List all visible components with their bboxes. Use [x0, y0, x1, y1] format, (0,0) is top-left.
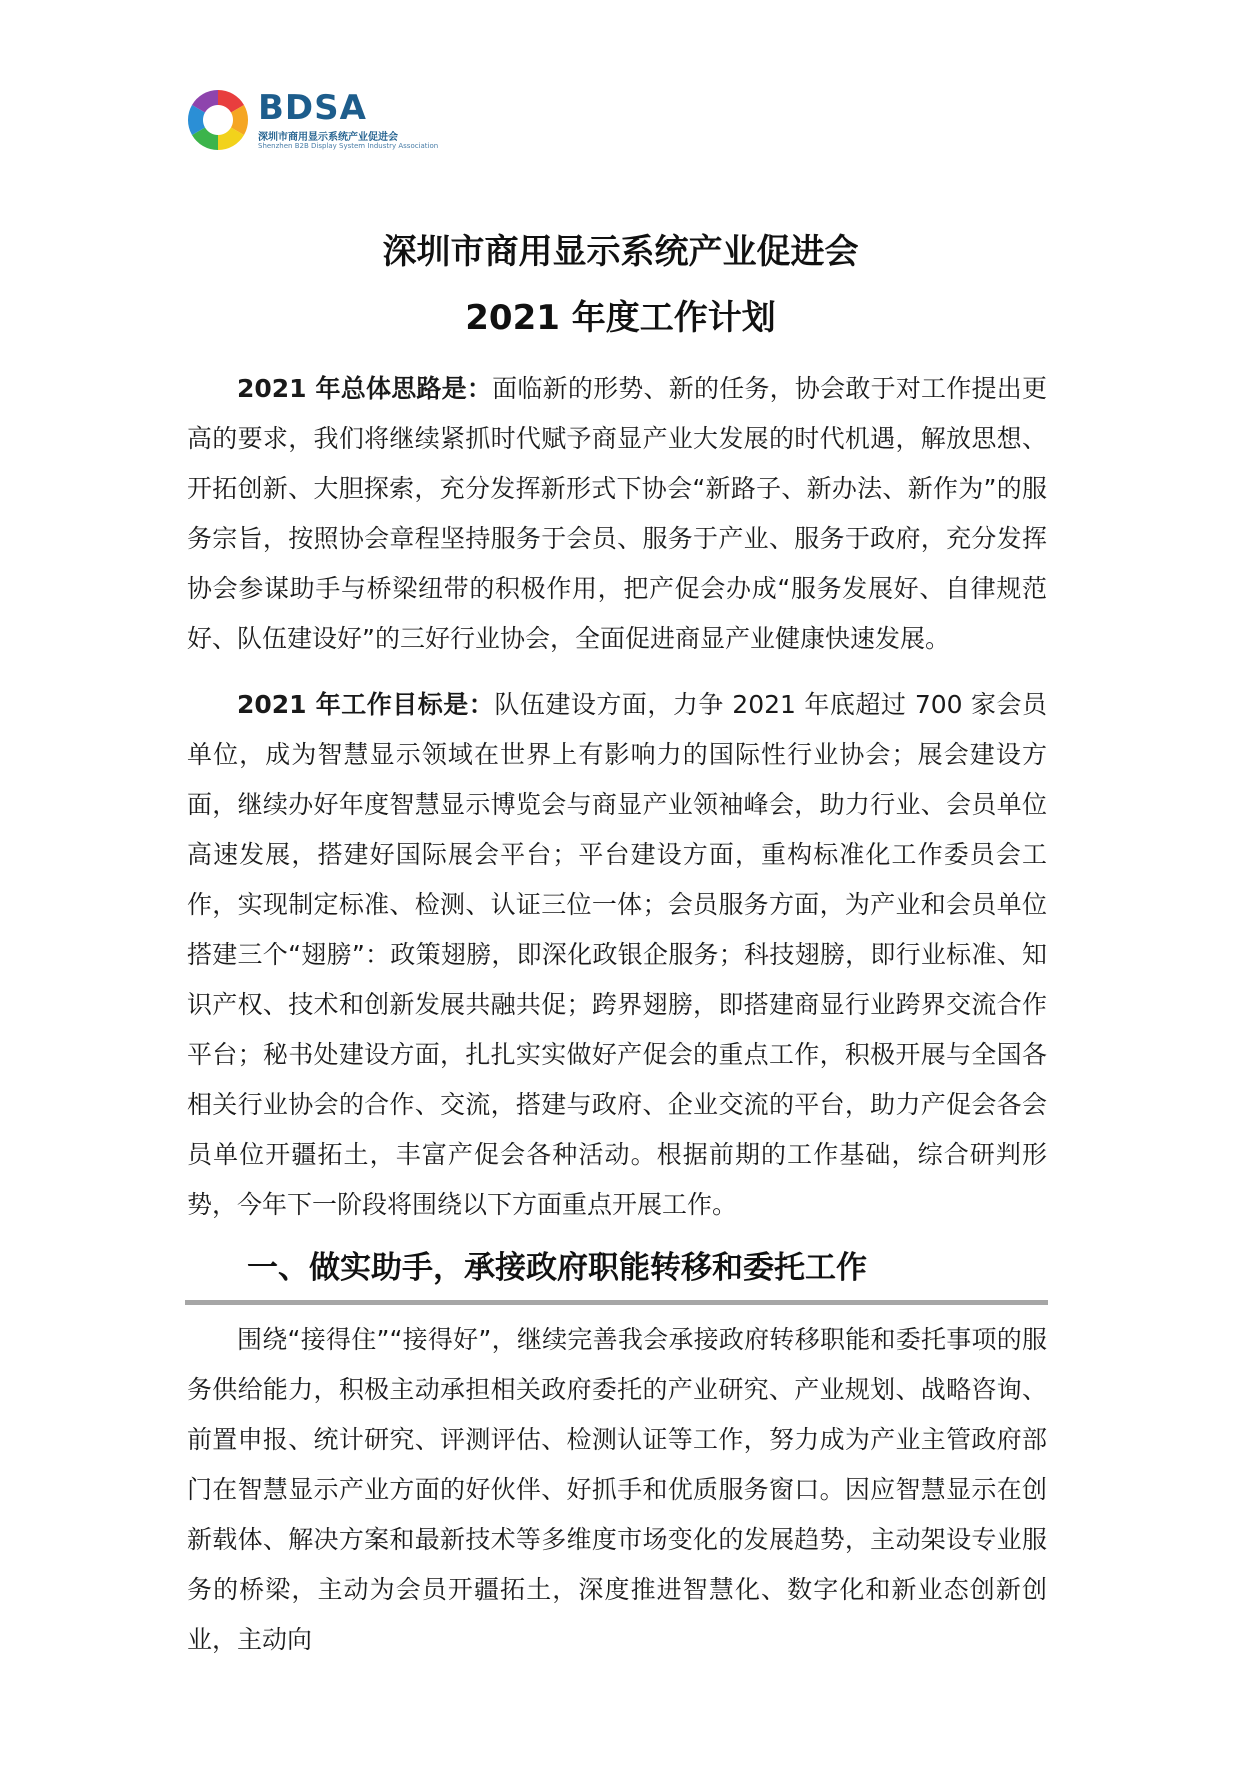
overall-text: 面临新的形势、新的任务，协会敢于对工作提出更高的要求，我们将继续紧抓时代赋予商显产业大发展的时代机遇，解放思想、开拓创新、大胆探索，充分发挥新形式下协会“新路子、新办法、新作为”的服务宗旨，按照协会章程坚持服务于会员、服务于产业、服务于政府，充分发挥协会参谋助手与桥梁纽带的积极作用，把产促会办成“服务发展好、自律规范好、队伍建设好”的三好行业协会，全面促进商显产业健康快速发展。 — [187, 374, 1047, 653]
section-paragraph: 围绕“接得住”“接得好”，继续完善我会承接政府转移职能和委托事项的服务供给能力，积极主动承担相关政府委托的产业研究、产业规划、战略咨询、前置申报、统计研究、评测评估、检测认证等工作，努力成为产业主管政府部门在智慧显示产业方面的好伙伴、好抓手和优质服务窗口。因应智慧显示在创新载体、解决方案和最新技术等多维度市场变化的发展趋势，主动架设专业服务的桥梁，主动为会员开疆拓土，深度推进智慧化、数字化和新业态创新创业，主动向 — [187, 1325, 1047, 1654]
section-divider — [185, 1300, 1048, 1305]
logo-abbreviation: BDSA — [258, 88, 367, 128]
overall-label: 2021 年总体思路是： — [237, 374, 493, 403]
document-title: 深圳市商用显示系统产业促进会 — [382, 232, 859, 272]
section-heading: 一、做实助手，承接政府职能转移和委托工作 — [247, 1250, 867, 1286]
logo-ring-icon — [186, 88, 250, 152]
logo-chinese-name: 深圳市商用显示系统产业促进会 — [258, 132, 398, 143]
overall-paragraph — [187, 364, 1047, 664]
logo-english-name: Shenzhen B2B Display System Industry Association — [258, 142, 439, 150]
goals-label: 2021 年工作目标是： — [237, 690, 495, 719]
goals-text: 队伍建设方面，力争 2021 年底超过 700 家会员单位，成为智慧显示领域在世界上有影响力的国际性行业协会；展会建设方面，继续办好年度智慧显示博览会与商显产业领袖峰会，助力行业、会员单位高速发展，搭建好国际展会平台；平台建设方面，重构标准化工作委员会工作，实现制定标准、检测、认证三位一体；会员服务方面，为产业和会员单位搭建三个“翅膀”：政策翅膀，即深化政银企服务；科技翅膀，即行业标准、知识产权、技术和创新发展共融共促；跨界翅膀，即搭建商显行业跨界交流合作平台；秘书处建设方面，扎扎实实做好产促会的重点工作，积极开展与全国各相关行业协会的合作、交流，搭建与政府、企业交流的平台，助力产促会各会员单位开疆拓土，丰富产促会各种活动。根据前期的工作基础，综合研判形势，今年下一阶段将围绕以下方面重点开展工作。 — [187, 690, 1047, 1219]
goals-paragraph — [187, 680, 1047, 1230]
document-subtitle: 2021 年度工作计划 — [465, 298, 776, 338]
bdsa-logo — [186, 88, 486, 160]
